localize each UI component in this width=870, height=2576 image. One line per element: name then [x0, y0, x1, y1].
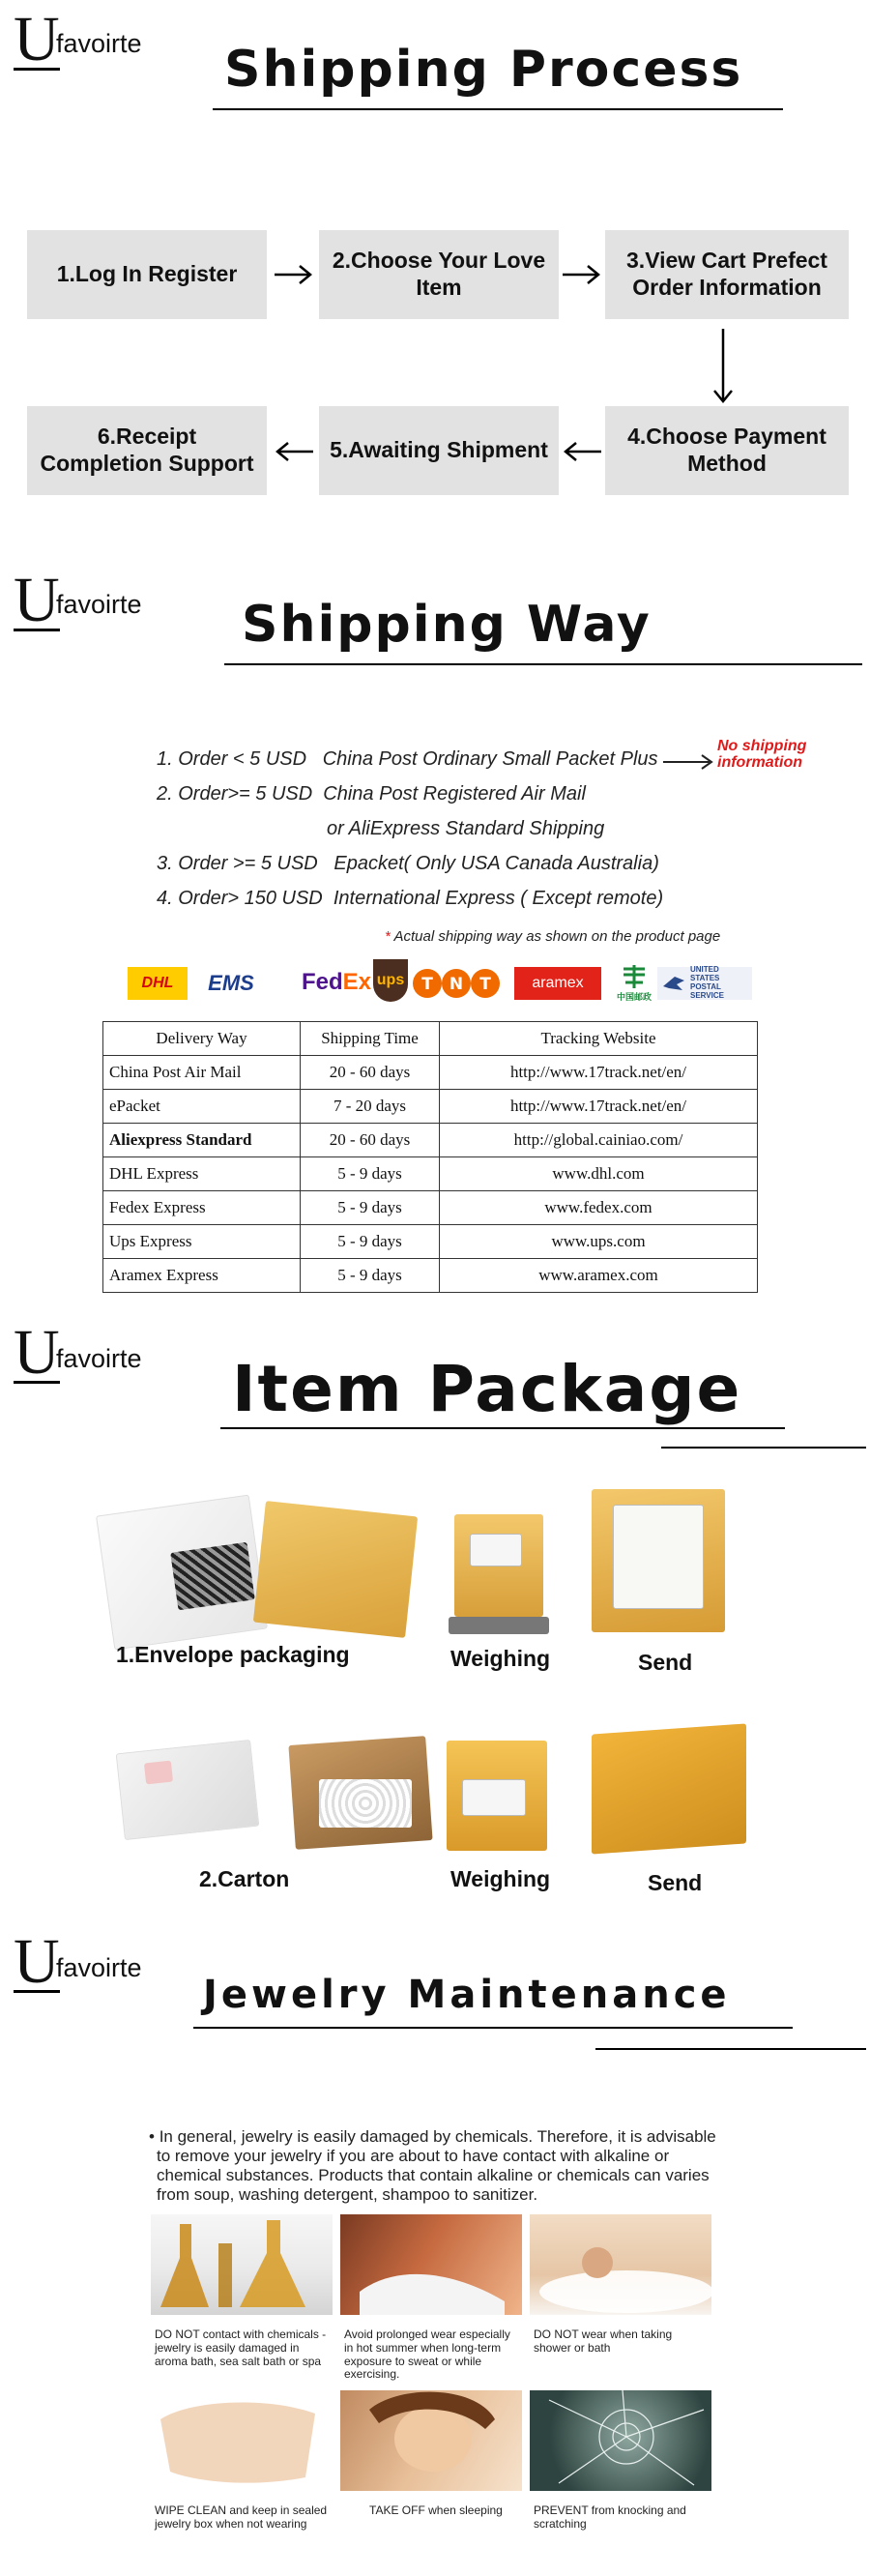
image-bath	[530, 2214, 711, 2315]
title-underline	[224, 663, 862, 665]
tnt-logo-icon	[412, 967, 501, 1000]
image-chemicals	[151, 2214, 333, 2315]
table-cell: 5 - 9 days	[301, 1259, 440, 1293]
photo-bubble-wrap	[319, 1779, 412, 1828]
table-cell: DHL Express	[103, 1157, 301, 1191]
table-cell: www.aramex.com	[440, 1259, 758, 1293]
eagle-icon	[661, 973, 686, 994]
table-cell: http://www.17track.net/en/	[440, 1090, 758, 1124]
table-row	[103, 1124, 758, 1157]
brand-logo-text: favoirte	[56, 29, 142, 58]
table-cell: 20 - 60 days	[301, 1124, 440, 1157]
brand-logo-letter: U	[14, 1317, 60, 1388]
title-underline	[220, 1427, 785, 1429]
photo-jewelry-bags	[116, 1740, 260, 1840]
arrow-right-icon	[275, 263, 313, 286]
image-sleeping	[340, 2390, 522, 2491]
photo-jewelry-item	[144, 1761, 173, 1785]
image-wipe-cloth	[151, 2390, 333, 2491]
table-cell: http://www.17track.net/en/	[440, 1056, 758, 1090]
arrow-left-icon	[563, 440, 601, 463]
caption-sweat: Avoid prolonged wear especially in hot summer when long-term exposure to sweat or while exercising.	[344, 2327, 510, 2382]
table-cell: Ups Express	[103, 1225, 301, 1259]
table-cell: 7 - 20 days	[301, 1090, 440, 1124]
svg-text:T: T	[479, 975, 491, 994]
china-post-logo: 中国邮政	[613, 961, 655, 1004]
table-header-cell: Shipping Time	[301, 1022, 440, 1056]
shipping-rule-3: 3. Order >= 5 USD Epacket( Only USA Canada Australia)	[157, 853, 659, 874]
fedex-logo: Fed Ex	[301, 969, 372, 995]
shipping-rule-2: 2. Order>= 5 USD China Post Registered Air Mail	[157, 783, 586, 805]
cloth-icon	[151, 2390, 333, 2491]
table-cell: China Post Air Mail	[103, 1056, 301, 1090]
shipping-table	[102, 1021, 758, 1293]
table-row	[103, 1157, 758, 1191]
table-cell: www.fedex.com	[440, 1191, 758, 1225]
ems-logo: EMS	[208, 971, 254, 995]
table-row	[103, 1225, 758, 1259]
process-step-2: 2.Choose Your Love Item	[319, 230, 559, 319]
process-step-3: 3.View Cart Prefect Order Information	[605, 230, 849, 319]
package-label-envelope: 1.Envelope packaging	[116, 1642, 350, 1667]
cracked-glass-icon	[530, 2390, 711, 2491]
svg-text:T: T	[421, 975, 433, 994]
aramex-logo: aramex	[514, 967, 601, 1000]
caption-chemicals: DO NOT contact with chemicals - jewelry is easily damaged in aroma bath, sea salt bath or spa	[155, 2327, 327, 2368]
caption-wipe: WIPE CLEAN and keep in sealed jewelry box when not wearing	[155, 2503, 328, 2531]
photo-carton-label	[462, 1779, 526, 1816]
table-cell: ePacket	[103, 1090, 301, 1124]
table-header-row	[103, 1022, 758, 1056]
photo-scale	[449, 1617, 549, 1634]
usps-logo: UNITED STATES POSTAL SERVICE	[657, 967, 752, 1000]
section-title-item-package: Item Package	[232, 1352, 742, 1426]
title-underline-short	[661, 1447, 866, 1449]
table-cell: 5 - 9 days	[301, 1225, 440, 1259]
table-cell: 5 - 9 days	[301, 1157, 440, 1191]
image-sweat	[340, 2214, 522, 2315]
china-post-icon	[620, 963, 649, 990]
brand-logo-text: favoirte	[56, 1344, 142, 1373]
image-scratching	[530, 2390, 711, 2491]
table-row	[103, 1090, 758, 1124]
tnt-logo	[412, 967, 501, 1000]
package-label-weighing: Weighing	[450, 1866, 551, 1891]
shipping-rule-4: 4. Order> 150 USD International Express ( Except remote)	[157, 888, 664, 909]
svg-text:N: N	[449, 975, 464, 994]
package-label-send: Send	[648, 1870, 703, 1895]
title-underline	[213, 108, 783, 110]
arrow-right-red-icon	[663, 752, 715, 772]
flask-icon	[151, 2214, 333, 2315]
process-step-1: 1.Log In Register	[27, 230, 267, 319]
caption-sleeping: TAKE OFF when sleeping	[369, 2503, 503, 2517]
photo-envelope-contents	[170, 1542, 255, 1611]
process-step-6: 6.Receipt Completion Support	[27, 406, 267, 495]
section-title-shipping-process: Shipping Process	[224, 41, 743, 99]
table-cell: 5 - 9 days	[301, 1191, 440, 1225]
process-step-4: 4.Choose Payment Method	[605, 406, 849, 495]
arrow-down-icon	[711, 329, 735, 404]
table-cell: www.ups.com	[440, 1225, 758, 1259]
table-row	[103, 1259, 758, 1293]
table-row	[103, 1191, 758, 1225]
brand-logo-letter: U	[14, 4, 60, 74]
table-row	[103, 1056, 758, 1090]
photo-shipping-label	[470, 1534, 522, 1566]
package-label-send: Send	[638, 1650, 693, 1675]
arrow-left-icon	[275, 440, 313, 463]
table-cell: www.dhl.com	[440, 1157, 758, 1191]
towel-icon	[340, 2214, 522, 2315]
section-title-jewelry-maintenance: Jewelry Maintenance	[203, 1973, 731, 2017]
brand-logo-letter: U	[14, 565, 60, 635]
package-label-weighing: Weighing	[450, 1646, 551, 1671]
photo-send-label	[613, 1505, 704, 1609]
caption-scratching: PREVENT from knocking and scratching	[534, 2503, 686, 2531]
process-step-5: 5.Awaiting Shipment	[319, 406, 559, 495]
table-cell: 20 - 60 days	[301, 1056, 440, 1090]
photo-kraft-envelope	[253, 1501, 418, 1638]
maintenance-intro: • In general, jewelry is easily damaged by chemicals. Therefore, it is advisable to remove your jewelry if you are about to have contact with alkaline or chemical substances. Products that contain alkaline or chemicals can varies from soup, washing detergent, shampoo to sanitizer.	[149, 2127, 716, 2205]
shipping-rule-2-alt: or AliExpress Standard Shipping	[327, 818, 605, 839]
table-cell: Aliexpress Standard	[103, 1124, 301, 1157]
dhl-logo: DHL	[128, 967, 188, 1000]
table-header-cell: Tracking Website	[440, 1022, 758, 1056]
title-underline	[193, 2027, 793, 2029]
arrow-right-icon	[563, 263, 601, 286]
brand-logo-text: favoirte	[56, 1953, 142, 1982]
section-title-shipping-way: Shipping Way	[242, 596, 652, 654]
caption-bath: DO NOT wear when taking shower or bath	[534, 2327, 673, 2355]
title-underline-short	[595, 2048, 866, 2050]
shipping-rule-1: 1. Order < 5 USD China Post Ordinary Small Packet Plus	[157, 748, 658, 770]
table-cell: Aramex Express	[103, 1259, 301, 1293]
package-label-carton: 2.Carton	[199, 1866, 290, 1891]
shipping-note: * Actual shipping way as shown on the product page	[385, 928, 721, 945]
photo-send-carton	[592, 1723, 746, 1854]
table-cell: http://global.cainiao.com/	[440, 1124, 758, 1157]
table-cell: Fedex Express	[103, 1191, 301, 1225]
no-shipping-info-note: No shipping information	[717, 738, 807, 771]
bathtub-icon	[530, 2214, 711, 2315]
brand-logo-text: favoirte	[56, 590, 142, 619]
brand-logo-letter: U	[14, 1926, 60, 1997]
table-header-cell: Delivery Way	[103, 1022, 301, 1056]
sleeping-face-icon	[340, 2390, 522, 2491]
ups-logo: ups	[373, 959, 408, 1002]
